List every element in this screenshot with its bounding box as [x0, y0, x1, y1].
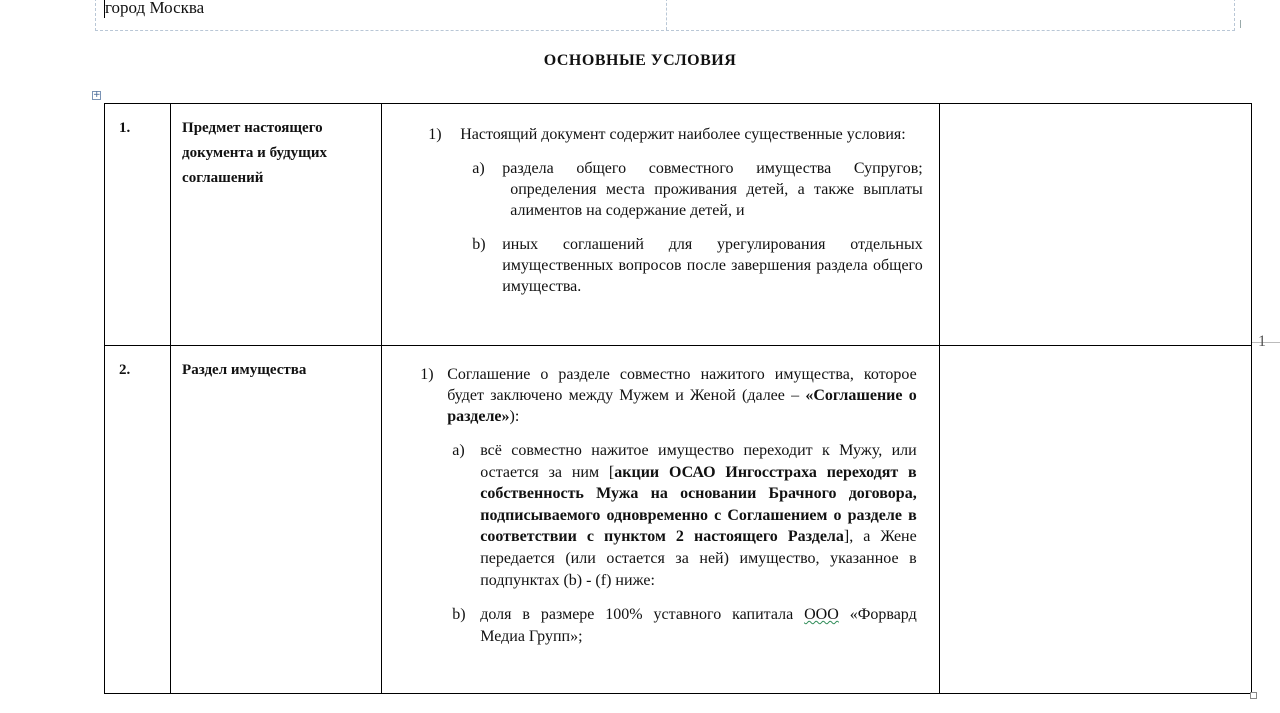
- row-content[interactable]: [382, 346, 939, 694]
- clause-item: [420, 364, 916, 427]
- clause-text-plain: Соглашение о разделе совместно нажитого имущества, которое будет заключено между Мужем и Женой (далее –: [447, 366, 917, 404]
- subclause-a: [452, 440, 916, 591]
- table-resize-handle-icon[interactable]: [1250, 692, 1257, 699]
- header-table: [95, 0, 1235, 31]
- row-empty-cell[interactable]: [939, 104, 1251, 346]
- subclause-text-bold: акции ОСАО Ингосстраха переходят в собственность Мужа на основании Брачного договора, подписываемого одновременно с Соглашением о разделе в соответствии с пунктом 2 настоящего Раздела: [480, 463, 917, 546]
- margin-mark: [1240, 20, 1241, 28]
- subclause-a: [472, 158, 922, 221]
- subclause-text: иных соглашений для урегулирования отдельных имущественных вопросов после завершения раздела общего имущества.: [502, 236, 923, 295]
- row-empty-cell[interactable]: [939, 346, 1251, 694]
- subclause-text: раздела общего совместного имущества Супругов; определения места проживания детей, а также выплаты алиментов на содержание детей, и: [502, 160, 923, 219]
- clause-text: Настоящий документ содержит наиболее существенные условия:: [460, 126, 906, 143]
- subclause-marker: a): [472, 160, 485, 177]
- subclause-text-1: доля в размере 100% уставного капитала: [480, 606, 805, 624]
- header-table-divider: [666, 0, 667, 30]
- subclause-text-1: всё совместно нажитое имущество переходит к Мужу, или остается за ним [: [480, 442, 917, 481]
- row-subject[interactable]: Раздел имущества: [171, 346, 382, 694]
- row-content[interactable]: [382, 104, 939, 346]
- subclause-marker: b): [452, 606, 466, 624]
- clause-text-bold: «Соглашение о разделе»: [447, 387, 917, 425]
- spellcheck-mark: ООО: [804, 606, 839, 624]
- clause-text-end: ):: [509, 408, 520, 425]
- subclause-b: [472, 234, 922, 297]
- table-row: [105, 346, 1252, 694]
- clause-item: [428, 124, 930, 145]
- page-title: ОСНОВНЫЕ УСЛОВИЯ: [543, 52, 737, 69]
- page-number: 1: [1258, 333, 1266, 350]
- subclause-text-2: «Форвард Медиа Групп»;: [480, 606, 917, 645]
- row-number[interactable]: 1.: [105, 104, 171, 346]
- subclause-b: [452, 604, 916, 647]
- page-number-rule: [1252, 342, 1280, 343]
- subclause-text: [480, 440, 916, 591]
- clause-text: [447, 364, 916, 427]
- table-move-handle-icon[interactable]: +: [93, 90, 101, 100]
- city-label[interactable]: город Москва: [105, 0, 205, 17]
- clause-marker: 1): [420, 366, 434, 383]
- text-cursor: [104, 0, 105, 18]
- row-number[interactable]: 2.: [105, 346, 171, 694]
- conditions-table: [104, 103, 1252, 694]
- subclause-text-2: ], а Жене передается (или остается за ней) имущество, указанное в подпунктах (b) - (f) ниже:: [480, 528, 917, 589]
- subclause-marker: b): [472, 236, 486, 253]
- clause-marker: 1): [428, 126, 442, 143]
- row-subject[interactable]: Предмет настоящего документа и будущих соглашений: [171, 104, 382, 346]
- subclause-text: [480, 604, 916, 647]
- table-row: [105, 104, 1252, 346]
- subclause-marker: a): [452, 442, 465, 459]
